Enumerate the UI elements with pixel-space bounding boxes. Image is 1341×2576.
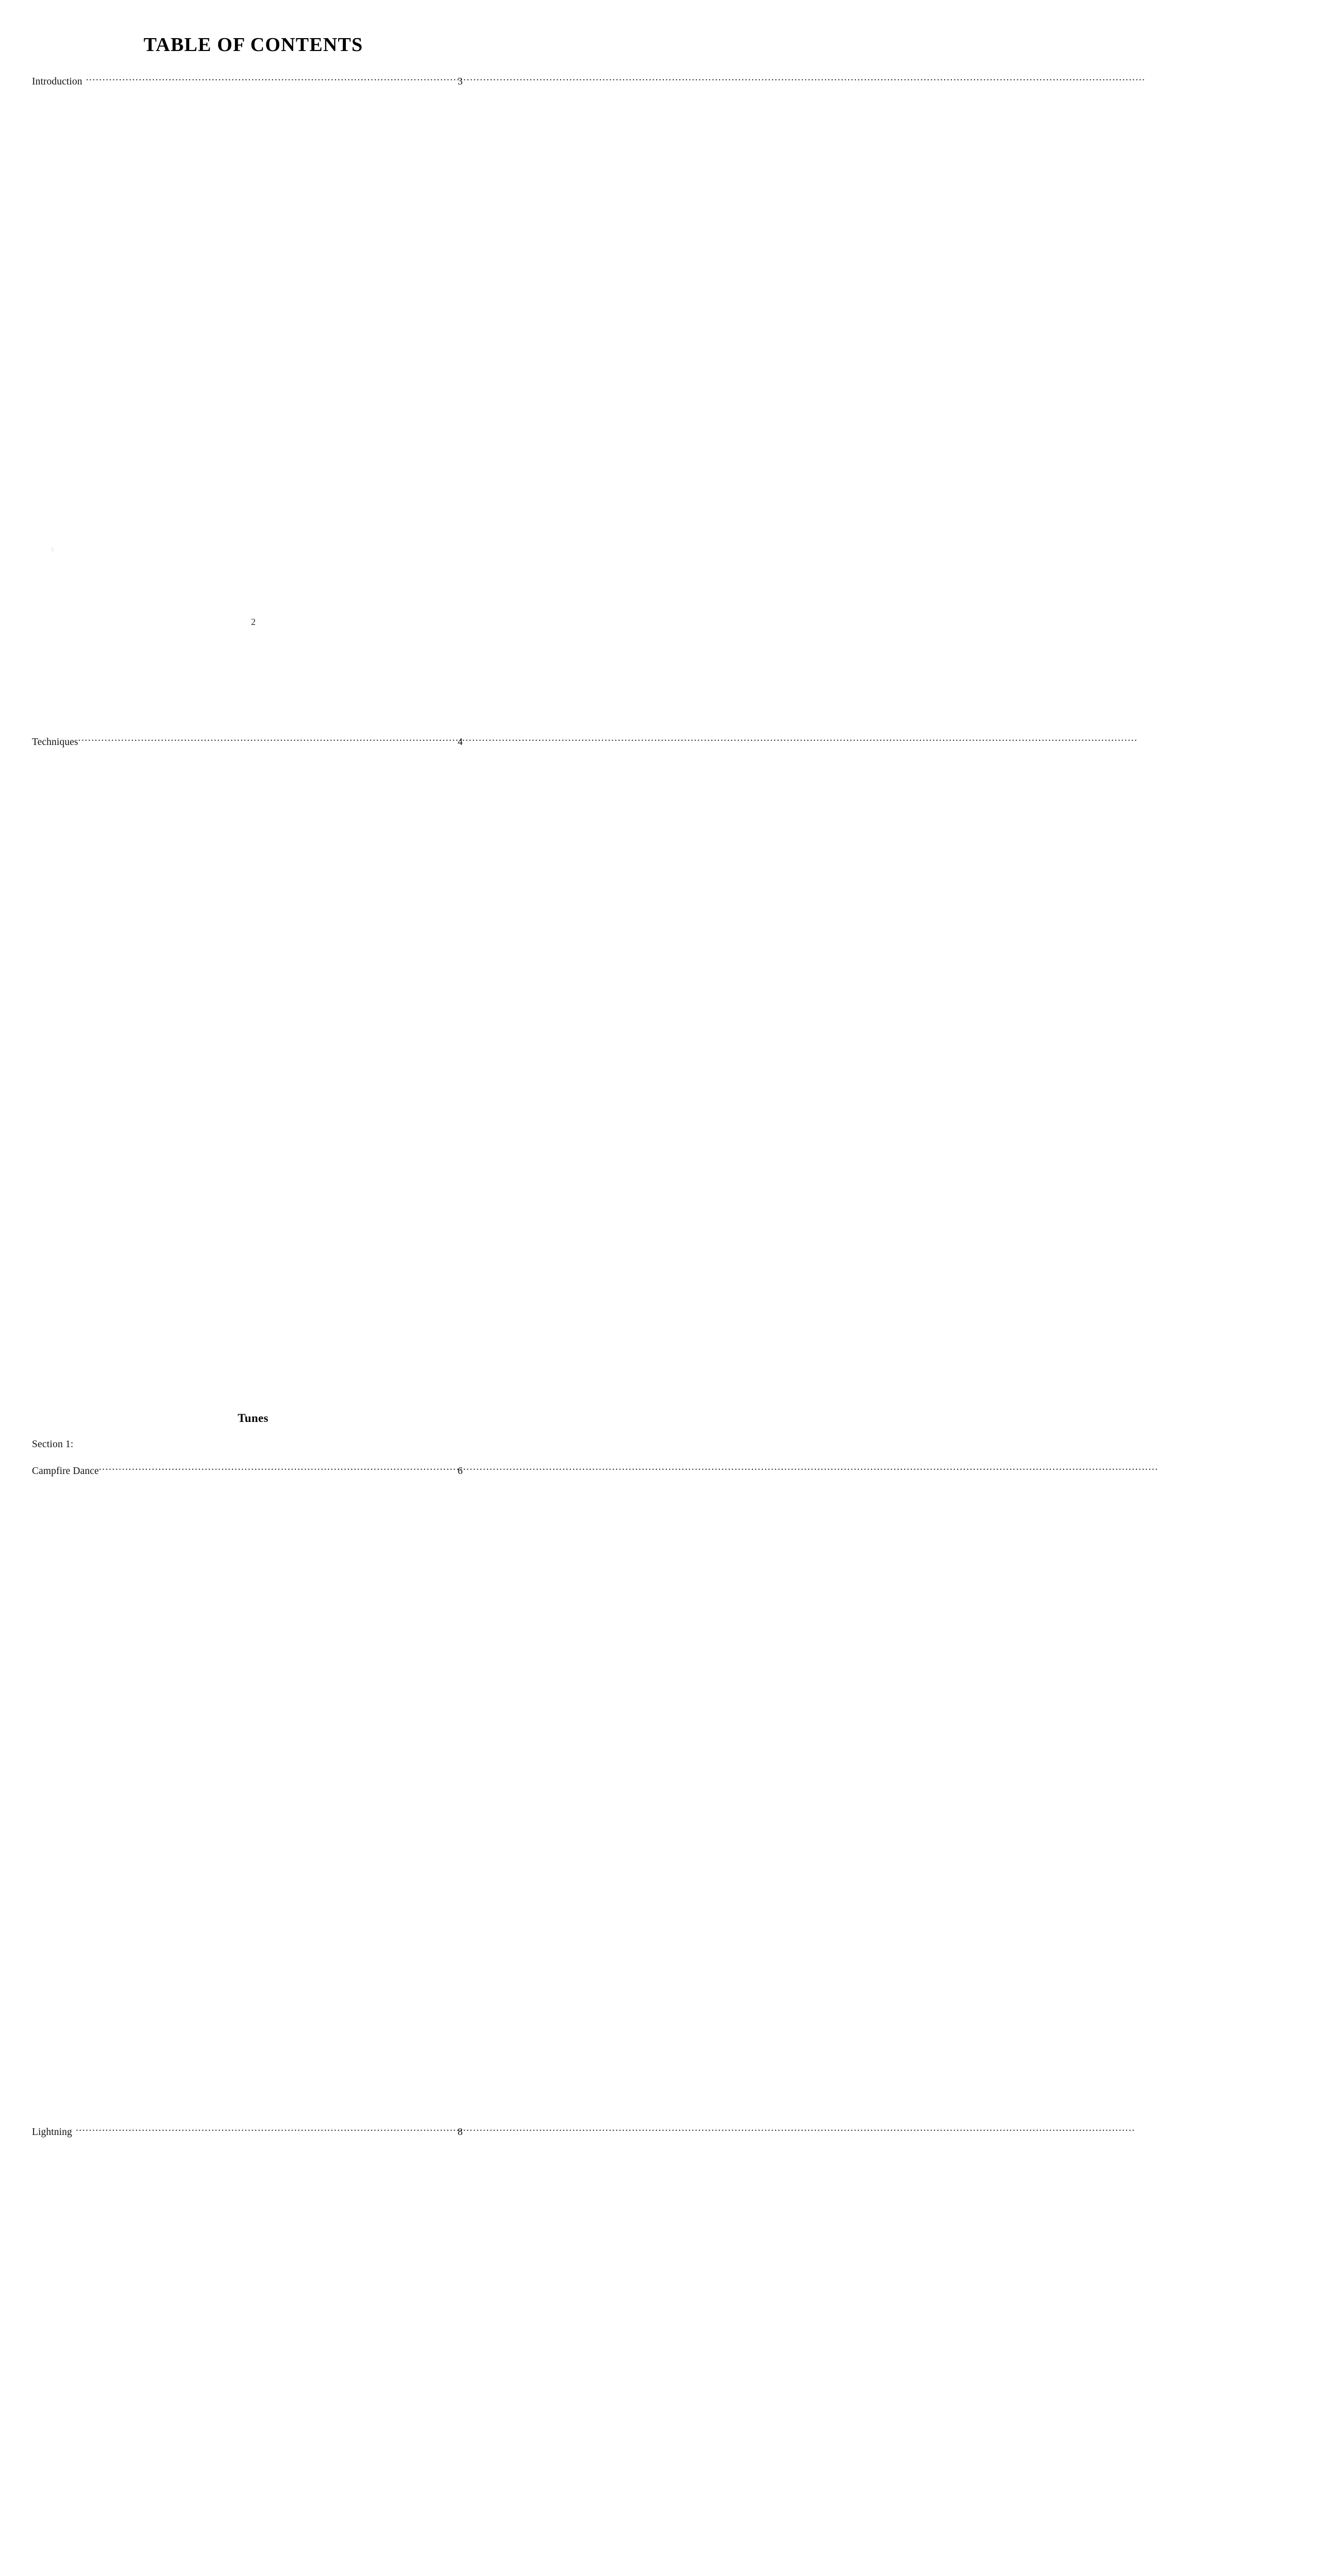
toc-entry-page-number: 8 [458, 2126, 463, 2138]
section-label: Section 1: [32, 1439, 74, 1450]
scan-speck [52, 547, 54, 552]
toc-entry-page-number: 3 [458, 76, 463, 87]
page-folio: 2 [251, 617, 256, 627]
toc-entry-label: Techniques [32, 737, 78, 748]
front-matter-group [32, 74, 474, 1396]
toc-entry[interactable] [32, 1464, 474, 2125]
toc-entry-label: Lightning [32, 2126, 72, 2138]
toc-body [32, 74, 474, 2576]
toc-entry[interactable] [32, 735, 474, 1396]
sections-host [32, 1438, 474, 2576]
page-title: TABLE OF CONTENTS [143, 34, 363, 56]
toc-entry-label: Campfire Dance [32, 1466, 99, 1477]
dot-leader [82, 74, 457, 84]
toc-entry-label: Introduction [32, 76, 82, 87]
toc-entry[interactable] [32, 2125, 474, 2576]
dot-leader [72, 2125, 457, 2135]
toc-entry-page-number: 4 [458, 737, 463, 748]
tunes-heading: Tunes [238, 1412, 269, 1425]
section-entries [32, 1464, 474, 2576]
toc-page [0, 0, 507, 2138]
toc-entry-page-number: 6 [458, 1466, 463, 1477]
section-block [32, 1438, 474, 2576]
toc-entry[interactable] [32, 74, 474, 735]
dot-leader [78, 735, 457, 745]
dot-leader [99, 1464, 457, 1475]
